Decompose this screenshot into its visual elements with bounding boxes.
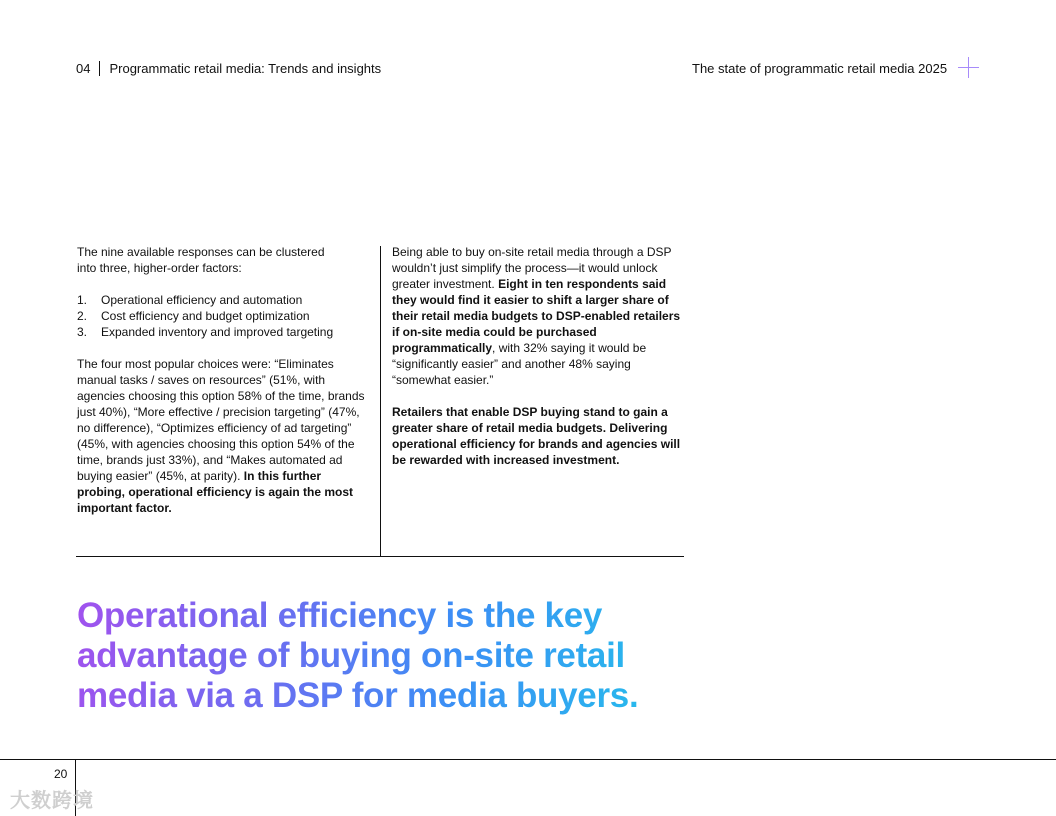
- list-item: 1. Operational efficiency and automation: [77, 293, 303, 307]
- header-divider: [99, 61, 100, 76]
- left-column: [77, 244, 367, 516]
- pull-quote: Operational efficiency is the key advantage of buying on-site retail media via a DSP for media buyers.: [77, 596, 697, 716]
- footer-rule: [0, 759, 1056, 760]
- conclusion-paragraph: Retailers that enable DSP buying stand to gain a greater share of retail media budgets. Delivering operational efficiency for brands and agencies will be rewarded with increased investment.: [392, 405, 681, 467]
- page-number: 20: [54, 767, 68, 781]
- column-divider: [380, 246, 381, 556]
- section-number: 04: [76, 61, 91, 76]
- watermark: 大数跨境: [10, 788, 94, 812]
- plus-icon: [958, 57, 979, 78]
- intro-text: The nine available responses can be clustered into three, higher-order factors:: [77, 245, 325, 275]
- header-breadcrumb: [76, 61, 381, 76]
- body-paragraph: The four most popular choices were: “Eliminates manual tasks / saves on resources” (51%, with agencies choosing this option 58% of the time, brands just 40%), “More effective / precision targeting” (47%, no difference), “Optimizes efficiency of ad targeting” (45%, with agencies choosing this option 54% of the time, brands just 33%), and “Makes automated ad buying easier” (45%, at parity). In this further probing, operational efficiency is again the most important factor.: [77, 357, 365, 515]
- right-column: [392, 244, 684, 468]
- section-rule: [76, 556, 684, 557]
- report-title: The state of programmatic retail media 2025: [692, 61, 948, 76]
- body-paragraph: Being able to buy on-site retail media through a DSP wouldn’t just simplify the process—it would unlock greater investment. Eight in ten respondents said they would find it easier to shift a larger share of their retail media budgets to DSP-enabled retailers if on-site media could be purchased programmatically, with 32% saying it would be “significantly easier” and another 48% saying “somewhat easier.”: [392, 245, 681, 387]
- factor-list: [77, 292, 367, 340]
- list-item: 3. Expanded inventory and improved targeting: [77, 325, 334, 339]
- section-title: Programmatic retail media: Trends and insights: [109, 61, 382, 76]
- list-item: 2. Cost efficiency and budget optimization: [77, 309, 310, 323]
